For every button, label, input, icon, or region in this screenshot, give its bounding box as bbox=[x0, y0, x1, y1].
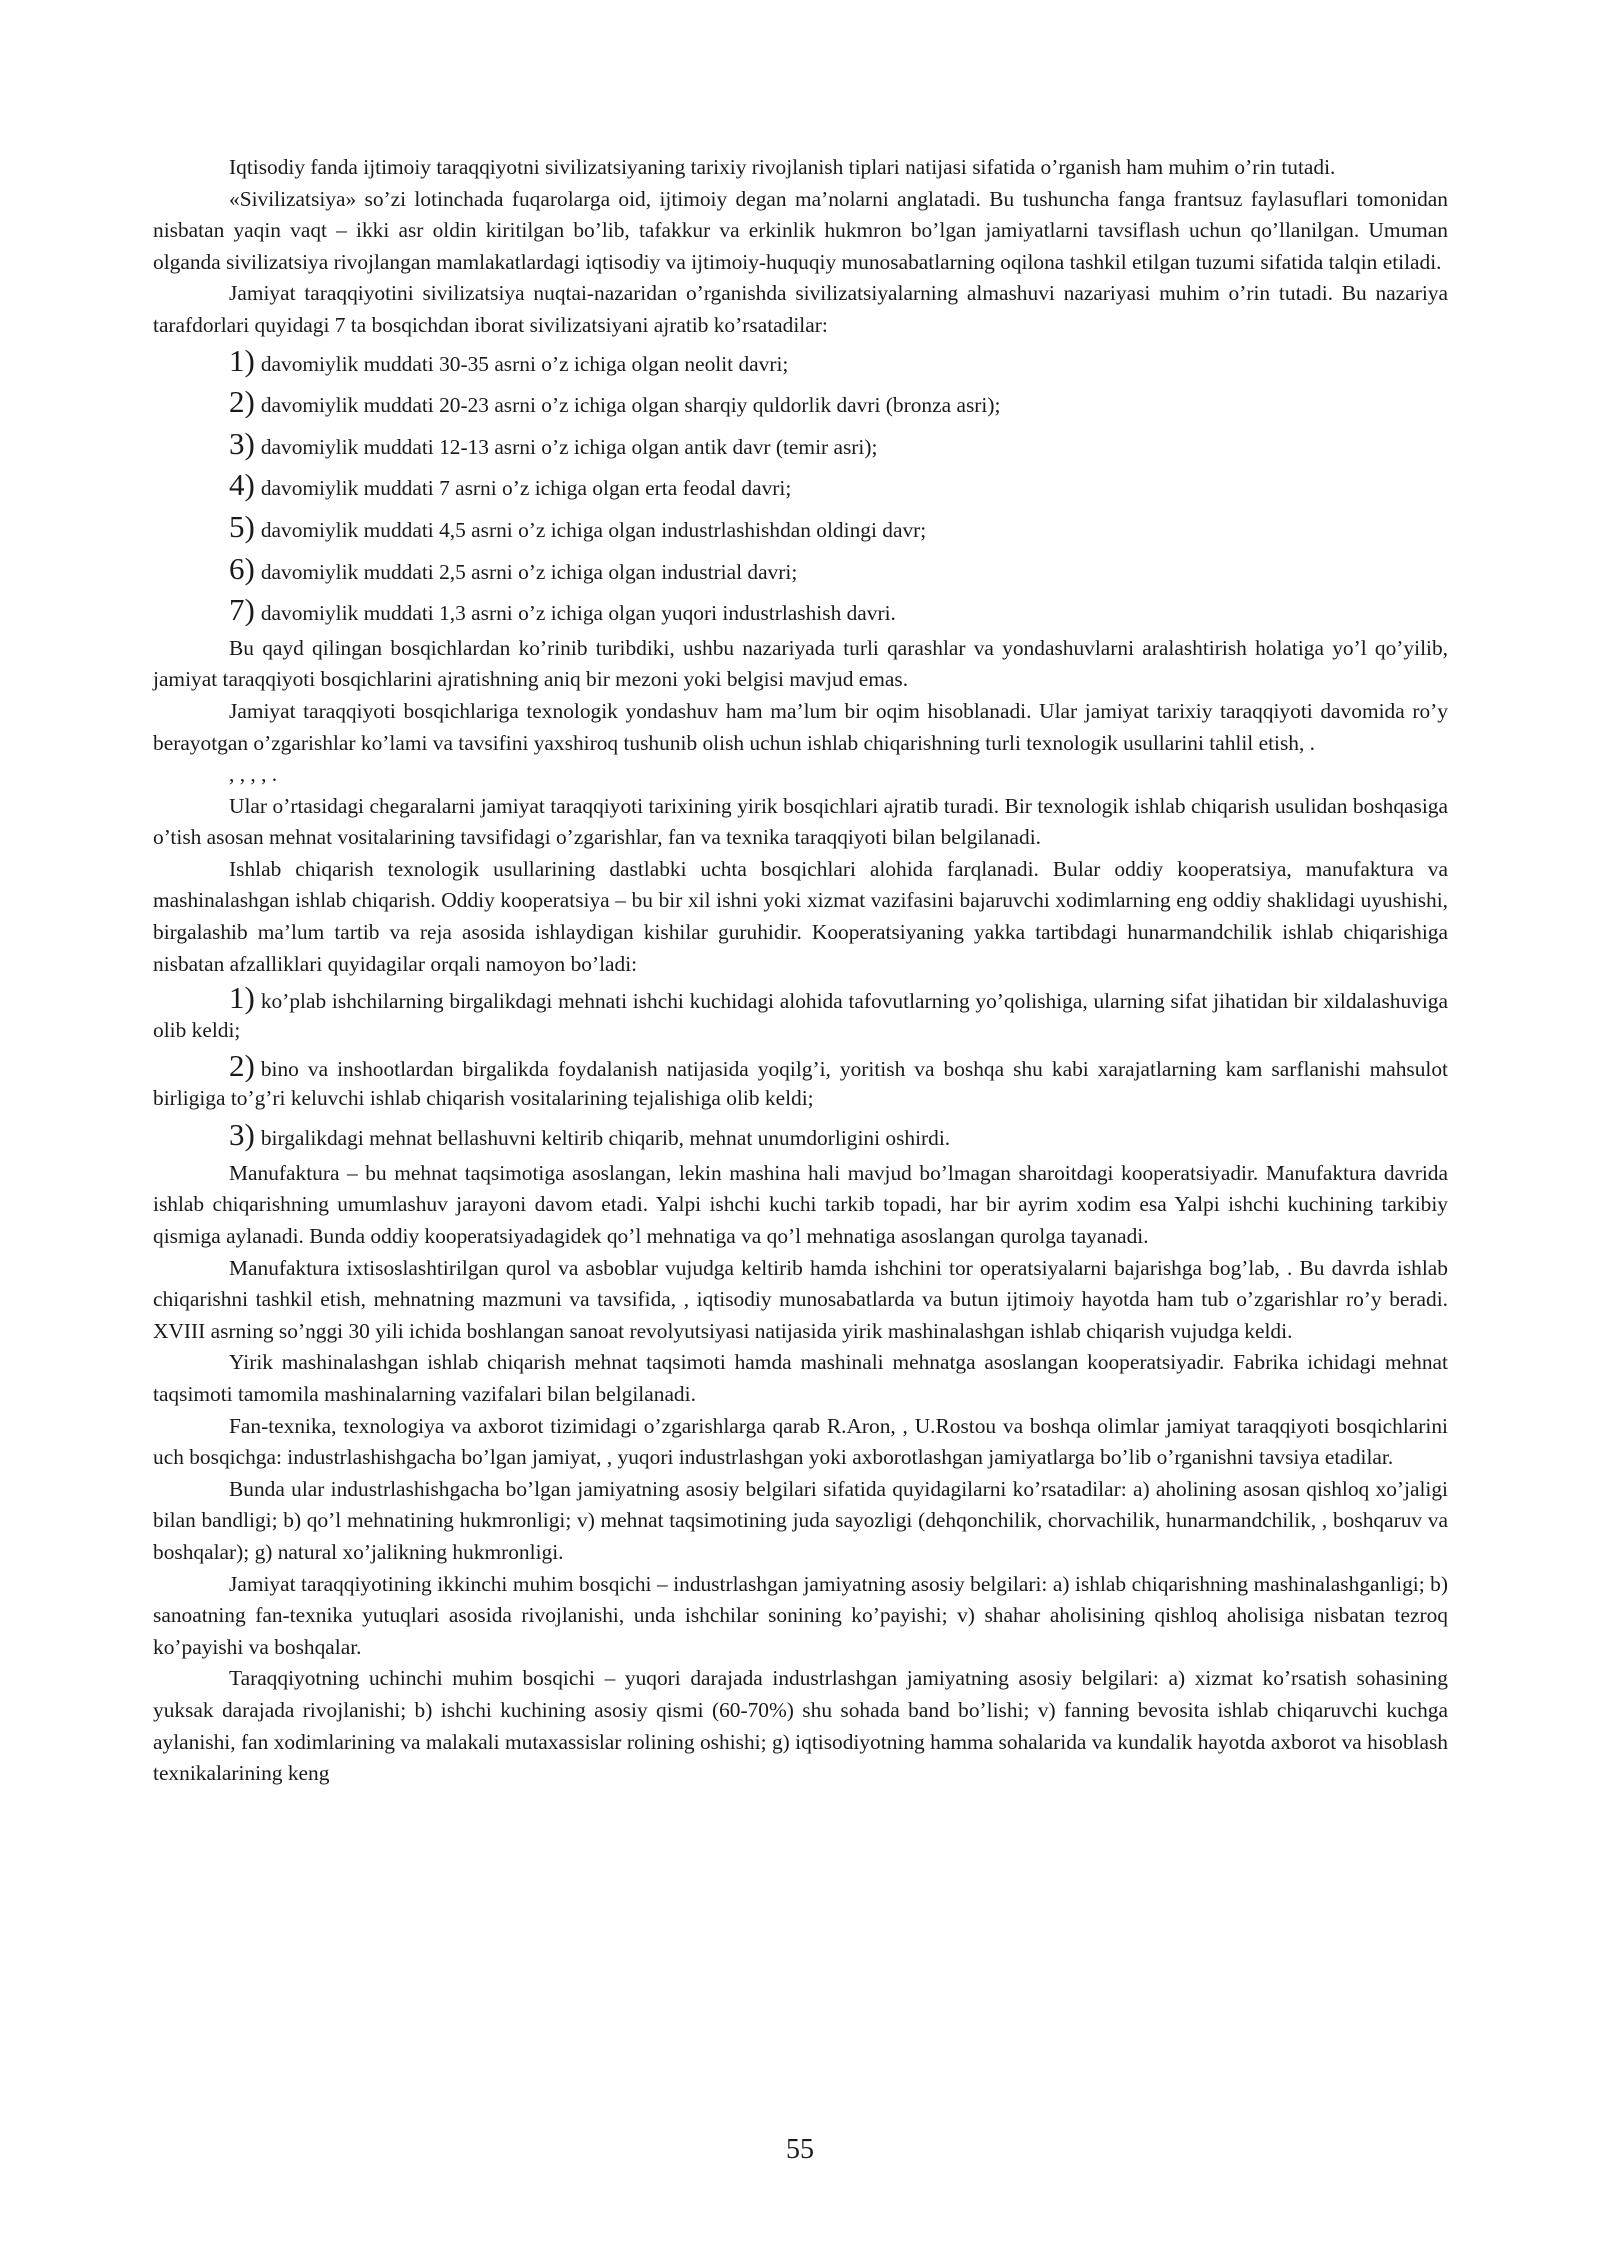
stage-item bbox=[153, 591, 1448, 633]
list-text: davomiylik muddati 4,5 asrni o’z ichiga olgan industrlashishdan oldingi davr; bbox=[260, 517, 927, 542]
list-text: birgalikdagi mehnat bellashuvni keltirib chiqarib, mehnat unumdorligini oshirdi. bbox=[260, 1126, 951, 1151]
stage-item bbox=[153, 550, 1448, 592]
list-text: davomiylik muddati 2,5 asrni o’z ichiga olgan industrial davri; bbox=[260, 559, 798, 584]
paragraph: «Sivilizatsiya» so’zi lotinchada fuqarolarga oid, ijtimoiy degan ma’nolarni anglatadi. Bu tushuncha fanga frantsuz faylasuflari tomonidan nisbatan yaqin vaqt – ikki asr oldin kiritilgan bo’lib, tafakkur va erkinlik hukmron bo’lgan jamiyatlarni tavsiflash uchun qo’llanilgan. Umuman olganda sivilizatsiya rivojlangan mamlakatlardagi iqtisodiy va ijtimoiy-huquqiy munosabatlarning oqilona tashkil etilgan tuzumi sifatida talqin etiladi. bbox=[153, 186, 1448, 274]
list-text: ko’plab ishchilarning birgalikdagi mehnati ishchi kuchidagi alohida tafovutlarning yo’qolishiga, ularning sifat jihatidan bir xildalashuviga olib keldi; bbox=[153, 989, 1448, 1043]
advantage-item bbox=[153, 980, 1448, 1048]
paragraph: Iqtisodiy fanda ijtimoiy taraqqiyotni sivilizatsiyaning tarixiy rivojlanish tiplari natijasi sifatida o’rganish ham muhim o’rin tutadi. bbox=[229, 155, 1336, 179]
list-text: davomiylik muddati 12-13 asrni o’z ichiga olgan antik davr (temir asri); bbox=[260, 434, 878, 459]
advantage-item bbox=[153, 1116, 1448, 1158]
paragraph: Ular o’rtasidagi chegaralarni jamiyat taraqqiyoti tarixining yirik bosqichlari ajratib turadi. Bir texnologik ishlab chiqarish usulidan boshqasiga o’tish asosan mehnat vositalarining tavsifidagi o’zgarishlar, fan va texnika taraqqiyoti bilan belgilanadi. bbox=[153, 793, 1448, 850]
list-number: 4) bbox=[229, 467, 255, 503]
stage-item bbox=[153, 508, 1448, 550]
stage-item bbox=[153, 342, 1448, 384]
paragraph: Yirik mashinalashgan ishlab chiqarish mehnat taqsimoti hamda mashinali mehnatga asoslangan kooperatsiyadir. Fabrika ichidagi mehnat taqsimoti tamomila mashinalarning vazifalari bilan belgilanadi. bbox=[153, 1350, 1448, 1406]
stage-item bbox=[153, 466, 1448, 508]
advantage-item bbox=[153, 1048, 1448, 1116]
paragraph: Taraqqiyotning uchinchi muhim bosqichi – yuqori darajada industrlashgan jamiyatning asosiy belgilari: a) xizmat ko’rsatish sohasining yuksak darajada rivojlanishi; b) ishchi kuchining asosiy qismi (60-70%) shu sohada band bo’lishi; v) fanning bevosita ishlab chiqaruvchi kuchga aylanishi, fan xodimlarining va malakali mutaxassislar rolining oshishi; g) iqtisodiyotning hamma sohalarida va kundalik hayotda axborot va hisoblash texnikalarining keng bbox=[153, 1666, 1448, 1786]
paragraph: , , , , . bbox=[229, 762, 278, 787]
list-number: 3) bbox=[229, 1117, 255, 1153]
paragraph: Bunda ular industrlashishgacha bo’lgan jamiyatning asosiy belgilari sifatida quyidagilarni ko’rsatadilar: a) aholining asosan qishloq xo’jaligi bilan bandligi; b) qo’l mehnatining hukmronligi; v) mehnat taqsimotining juda sayozligi (dehqonchilik, chorvachilik, hunarmandchilik, , boshqaruv va boshqalar); g) natural xo’jalikning hukmronligi. bbox=[153, 1476, 1448, 1564]
list-number: 1) bbox=[229, 342, 255, 378]
list-text: davomiylik muddati 7 asrni o’z ichiga olgan erta feodal davri; bbox=[260, 476, 792, 501]
paragraph: Jamiyat taraqqiyotining ikkinchi muhim bosqichi – industrlashgan jamiyatning asosiy belgilari: a) ishlab chiqarishning mashinalashganligi; b) sanoatning fan-texnika yutuqlari asosida rivojlanishi, unda ishchilar sonining ko’payishi; v) shahar aholisining qishloq aholisiga nisbatan tezroq ko’payishi va boshqalar. bbox=[153, 1571, 1448, 1659]
list-number: 5) bbox=[229, 508, 255, 544]
list-text: davomiylik muddati 1,3 asrni o’z ichiga olgan yuqori industrlashish davri. bbox=[260, 601, 896, 626]
list-number: 7) bbox=[229, 592, 255, 628]
paragraph: Bu qayd qilingan bosqichlardan ko’rinib turibdiki, ushbu nazariyada turli qarashlar va yondashuvlarni aralashtirish holatiga yo’l qo’yilib, jamiyat taraqqiyoti bosqichlarini ajratishning aniq bir mezoni yoki belgisi mavjud emas. bbox=[153, 635, 1448, 692]
page-number: 55 bbox=[786, 2134, 814, 2165]
document-page bbox=[153, 152, 1448, 1790]
list-number: 6) bbox=[229, 550, 255, 586]
list-number: 3) bbox=[229, 425, 255, 461]
list-text: davomiylik muddati 30-35 asrni o’z ichiga olgan neolit davri; bbox=[260, 351, 789, 376]
list-number: 1) bbox=[229, 980, 255, 1016]
list-text: davomiylik muddati 20-23 asrni o’z ichiga olgan sharqiy quldorlik davri (bronza asri); bbox=[260, 393, 1001, 418]
paragraph: Ishlab chiqarish texnologik usullarining dastlabki uchta bosqichlari alohida farqlanadi. Bular oddiy kooperatsiya, manufaktura va mashinalashgan ishlab chiqarish. Oddiy kooperatsiya – bu bir xil ishni yoki xizmat vazifasini bajaruvchi xodimlarning eng oddiy shaklidagi uyushishi, birgalashib ma’lum tartib va reja asosida ishlaydigan kishilar guruhidir. Kooperatsiyaning yakka tartibdagi hunarmandchilik ishlab chiqarishiga nisbatan afzalliklari quyidagilar orqali namoyon bo’ladi: bbox=[153, 856, 1448, 976]
paragraph: Manufaktura – bu mehnat taqsimotiga asoslangan, lekin mashina hali mavjud bo’lmagan sharoitdagi kooperatsiyadir. Manufaktura davrida ishlab chiqarishning umumlashuv jarayoni davom etadi. Yalpi ishchi kuchi tarkib topadi, har bir ayrim xodim esa Yalpi ishchi kuchining tarkibiy qismiga aylanadi. Bunda oddiy kooperatsiyadagidek qo’l mehnatiga va qo’l mehnatiga asoslangan qurolga tayanadi. bbox=[153, 1160, 1448, 1249]
paragraph: Fan-texnika, texnologiya va axborot tizimidagi o’zgarishlarga qarab R.Aron, , U.Rostou va boshqa olimlar jamiyat taraqqiyoti bosqichlarini uch bosqichga: industrlashishgacha bo’lgan jamiyat, , yuqori industrlashgan yoki axborotlashgan jamiyatlarga bo’lib o’rganishni tavsiya etadilar. bbox=[153, 1413, 1448, 1470]
stage-item bbox=[153, 425, 1448, 467]
list-number: 2) bbox=[229, 1048, 255, 1084]
paragraph: Jamiyat taraqqiyotini sivilizatsiya nuqtai-nazaridan o’rganishda sivilizatsiyalarning almashuvi nazariyasi muhim o’rin tutadi. Bu nazariya tarafdorlari quyidagi 7 ta bosqichdan iborat sivilizatsiyani ajratib ko’rsatadilar: bbox=[153, 281, 1448, 337]
paragraph: Jamiyat taraqqiyoti bosqichlariga texnologik yondashuv ham ma’lum bir oqim hisoblanadi. Ular jamiyat tarixiy taraqqiyoti davomida ro’y berayotgan o’zgarishlar ko’lami va tavsifini yaxshiroq tushunib olish uchun ishlab chiqarishning turli texnologik usullarini tahlil etish, . bbox=[153, 698, 1448, 755]
list-number: 2) bbox=[229, 384, 255, 420]
stage-item bbox=[153, 383, 1448, 425]
paragraph: Manufaktura ixtisoslashtirilgan qurol va asboblar vujudga keltirib hamda ishchini tor operatsiyalarni bajarishga bog’lab, . Bu davrda ishlab chiqarishni tashkil etish, mehnatning mazmuni va tavsifida, , iqtisodiy munosabatlarda va butun ijtimoiy hayotda ham tub o’zgarishlar ro’y beradi. XVIII asrning so’nggi 30 yili ichida boshlangan sanoat revolyutsiyasi natijasida yirik mashinalashgan ishlab chiqarish vujudga keldi. bbox=[153, 1255, 1448, 1343]
list-text: bino va inshootlardan birgalikda foydalanish natijasida yoqilg’i, yoritish va boshqa shu kabi xarajatlarning kam sarflanishi mahsulot birligiga to’g’ri keluvchi ishlab chiqarish vositalarining tejalishiga olib keldi; bbox=[153, 1057, 1448, 1111]
